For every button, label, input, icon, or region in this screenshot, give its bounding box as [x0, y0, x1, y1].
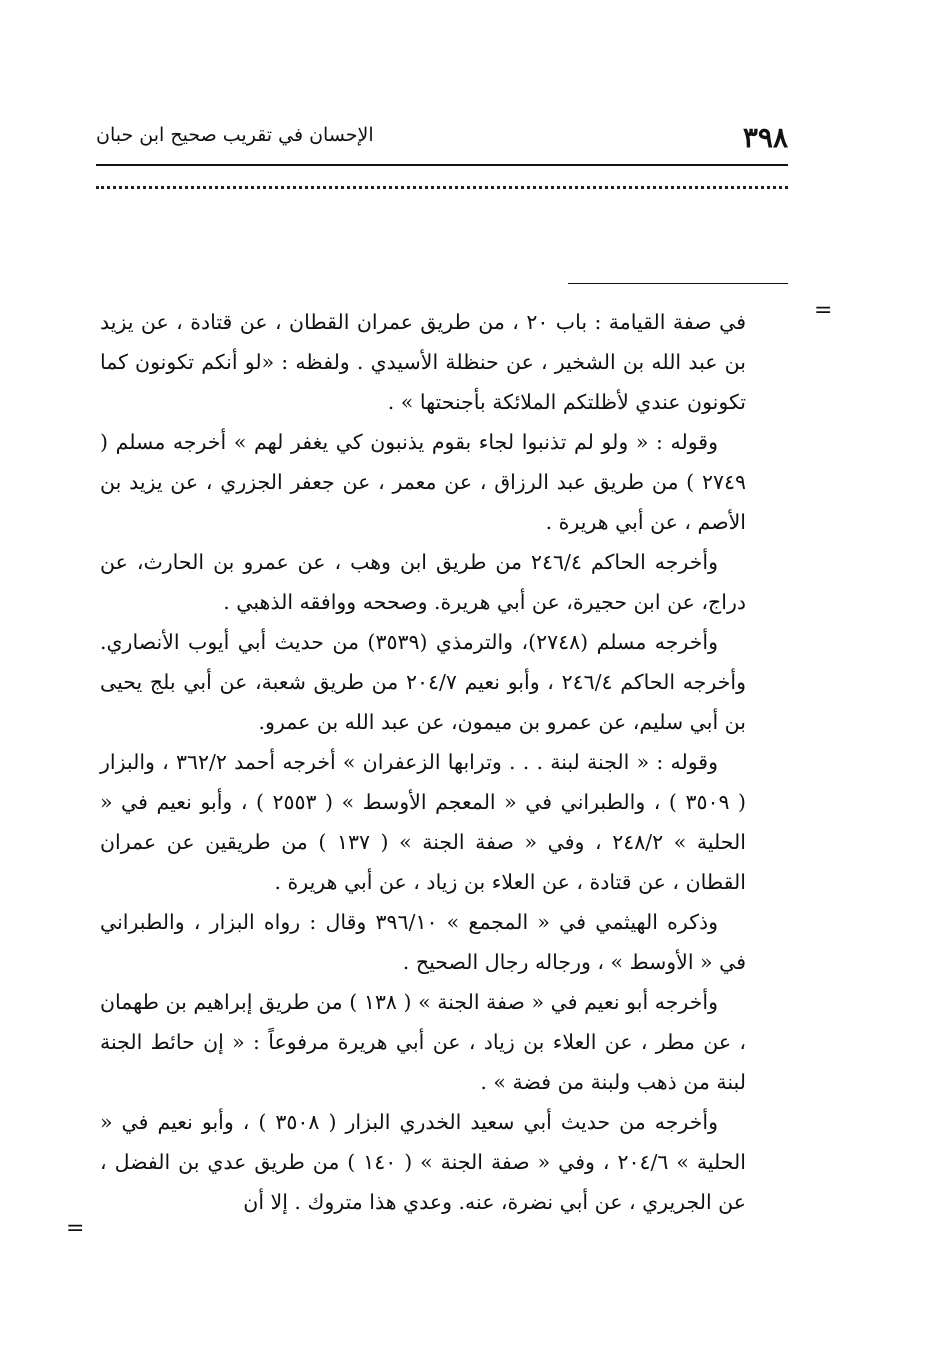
paragraph: في صفة القيامة : باب ٢٠ ، من طريق عمران القطان ، عن قتادة ، عن يزيد بن عبد الله بن الشخير ، عن حنظلة الأسيدي . ولفظه : «لو أنكم تكونون كما تكونون عندي لأظلتكم الملائكة بأجنحتها » . — [100, 310, 746, 414]
paragraph: وقوله : « الجنة لبنة . . . وترابها الزعفران » أخرجه أحمد ٣٦٢/٢ ، والبزار ( ٣٥٠٩ ) ، والطبراني في « المعجم الأوسط » ( ٢٥٥٣ ) ، وأبو نعيم في « الحلية » ٢٤٨/٢ ، وفي « صفة الجنة » ( ١٣٧ ) من طريقين عن عمران القطان ، عن قتادة ، عن العلاء بن زياد ، عن أبي هريرة . — [100, 750, 747, 894]
dotted-separator — [96, 186, 788, 189]
paragraph: وذكره الهيثمي في « المجمع » ٣٩٦/١٠ وقال : رواه البزار ، والطبراني في « الأوسط » ، ورجاله رجال الصحيح . — [100, 910, 746, 974]
paragraph: وأخرجه أبو نعيم في « صفة الجنة » ( ١٣٨ ) من طريق إبراهيم بن طهمان ، عن مطر ، عن العلاء بن زياد ، عن أبي هريرة مرفوعاً : « إن حائط الجنة لبنة من ذهب ولبنة من فضة » . — [100, 990, 746, 1094]
page-header — [96, 112, 788, 166]
footnote-text — [100, 302, 746, 1222]
continuation-mark-bottom: = — [66, 1216, 85, 1241]
paragraph: وقوله : « ولو لم تذنبوا لجاء بقوم يذنبون كي يغفر لهم » أخرجه مسلم ( ٢٧٤٩ ) من طريق عبد الرزاق ، عن معمر ، عن جعفر الجزري ، عن يزيد بن الأصم ، عن أبي هريرة . — [100, 430, 746, 534]
paragraph: وأخرجه الحاكم ٢٤٦/٤ من طريق ابن وهب ، عن عمرو بن الحارث، عن دراج، عن ابن حجيرة، عن أبي هريرة. وصححه ووافقه الذهبي . — [100, 550, 746, 614]
running-title: الإحسان في تقريب صحيح ابن حبان — [96, 124, 374, 146]
page-number: ٣٩٨ — [742, 121, 788, 154]
continuation-mark-top: = — [814, 298, 833, 323]
footnote-separator — [568, 283, 788, 284]
paragraph: وأخرجه مسلم (٢٧٤٨)، والترمذي (٣٥٣٩) من حديث أبي أيوب الأنصاري. وأخرجه الحاكم ٢٤٦/٤ ، وأبو نعيم ٢٠٤/٧ من طريق شعبة، عن أبي بلج يحيى بن أبي سليم، عن عمرو بن ميمون، عن عبد الله بن عمرو. — [100, 630, 746, 734]
paragraph: وأخرجه من حديث أبي سعيد الخدري البزار ( ٣٥٠٨ ) ، وأبو نعيم في « الحلية » ٢٠٤/٦ ، وفي « صفة الجنة » ( ١٤٠ ) من طريق عدي بن الفضل ، عن الجريري ، عن أبي نضرة، عنه. وعدي هذا متروك . إلا أن — [100, 1110, 746, 1214]
